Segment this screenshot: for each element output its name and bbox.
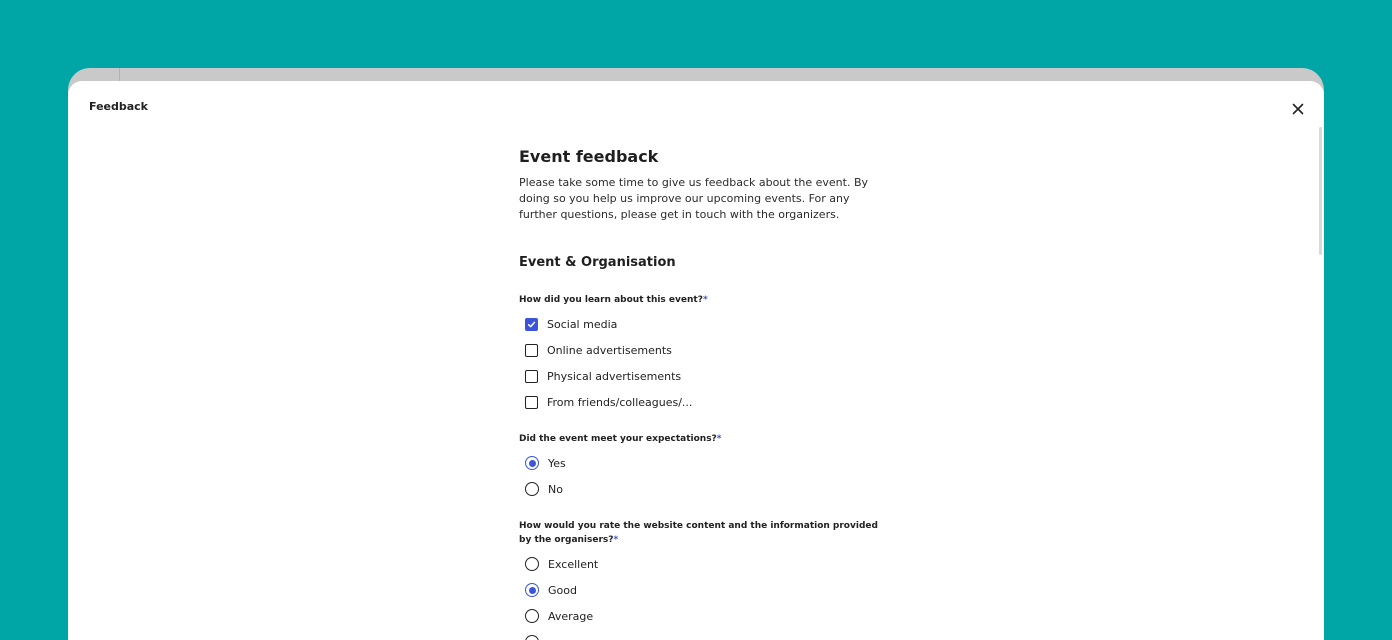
question-label: How did you learn about this event? <box>519 295 703 305</box>
radio[interactable] <box>525 635 539 640</box>
option-label: Social media <box>547 317 618 331</box>
option-label: No <box>548 482 563 496</box>
question-website-rating <box>519 519 879 547</box>
question-label: How would you rate the website content and the information provided by the organisers? <box>519 521 878 545</box>
feedback-dialog <box>68 81 1324 640</box>
required-mark: * <box>716 434 722 444</box>
form-intro: Please take some time to give us feedback about the event. By doing so you help us improve our upcoming events. For any further questions, please get in touch with the organizers. <box>519 176 869 221</box>
radio-selected[interactable] <box>525 583 539 597</box>
backdrop-divider <box>119 68 120 82</box>
radio[interactable] <box>525 557 539 571</box>
checkbox-option[interactable] <box>519 311 879 337</box>
radio-dot <box>529 587 536 594</box>
option-label: Physical advertisements <box>547 369 682 383</box>
radio-option[interactable] <box>519 577 879 603</box>
required-mark: * <box>702 295 708 305</box>
question-label: Did the event meet your expectations? <box>519 434 717 444</box>
option-label: Yes <box>548 456 566 470</box>
checkbox-group <box>519 311 879 415</box>
radio-option[interactable] <box>519 603 879 629</box>
scrollbar[interactable] <box>1319 127 1322 255</box>
radio-option[interactable] <box>519 551 879 577</box>
radio-dot <box>529 460 536 467</box>
close-button[interactable] <box>1287 98 1309 120</box>
radio-option[interactable] <box>519 450 879 476</box>
checkbox[interactable] <box>525 344 538 357</box>
check-icon <box>527 320 536 329</box>
option-label: Online advertisements <box>547 343 672 357</box>
question-expectations <box>519 432 879 446</box>
dialog-title: Feedback <box>89 100 148 113</box>
option-label: Excellent <box>548 557 599 571</box>
required-mark: * <box>613 535 619 545</box>
checkbox-checked[interactable] <box>525 318 538 331</box>
close-icon <box>1292 103 1304 115</box>
radio-group <box>519 450 879 502</box>
option-label: Average <box>548 609 594 623</box>
option-label: Good <box>548 583 577 597</box>
checkbox-option[interactable] <box>519 363 879 389</box>
radio[interactable] <box>525 609 539 623</box>
checkbox-option[interactable] <box>519 337 879 363</box>
radio-group <box>519 551 879 640</box>
checkbox-option[interactable] <box>519 389 879 415</box>
option-label: From friends/colleagues/... <box>547 395 693 409</box>
feedback-form <box>519 147 879 640</box>
form-title: Event feedback <box>519 147 659 166</box>
radio[interactable] <box>525 482 539 496</box>
checkbox[interactable] <box>525 370 538 383</box>
section-title: Event & Organisation <box>519 255 676 270</box>
question-learn-about-event <box>519 293 879 307</box>
radio-option[interactable] <box>519 476 879 502</box>
radio-selected[interactable] <box>525 456 539 470</box>
checkbox[interactable] <box>525 396 538 409</box>
radio-option[interactable] <box>519 629 879 640</box>
